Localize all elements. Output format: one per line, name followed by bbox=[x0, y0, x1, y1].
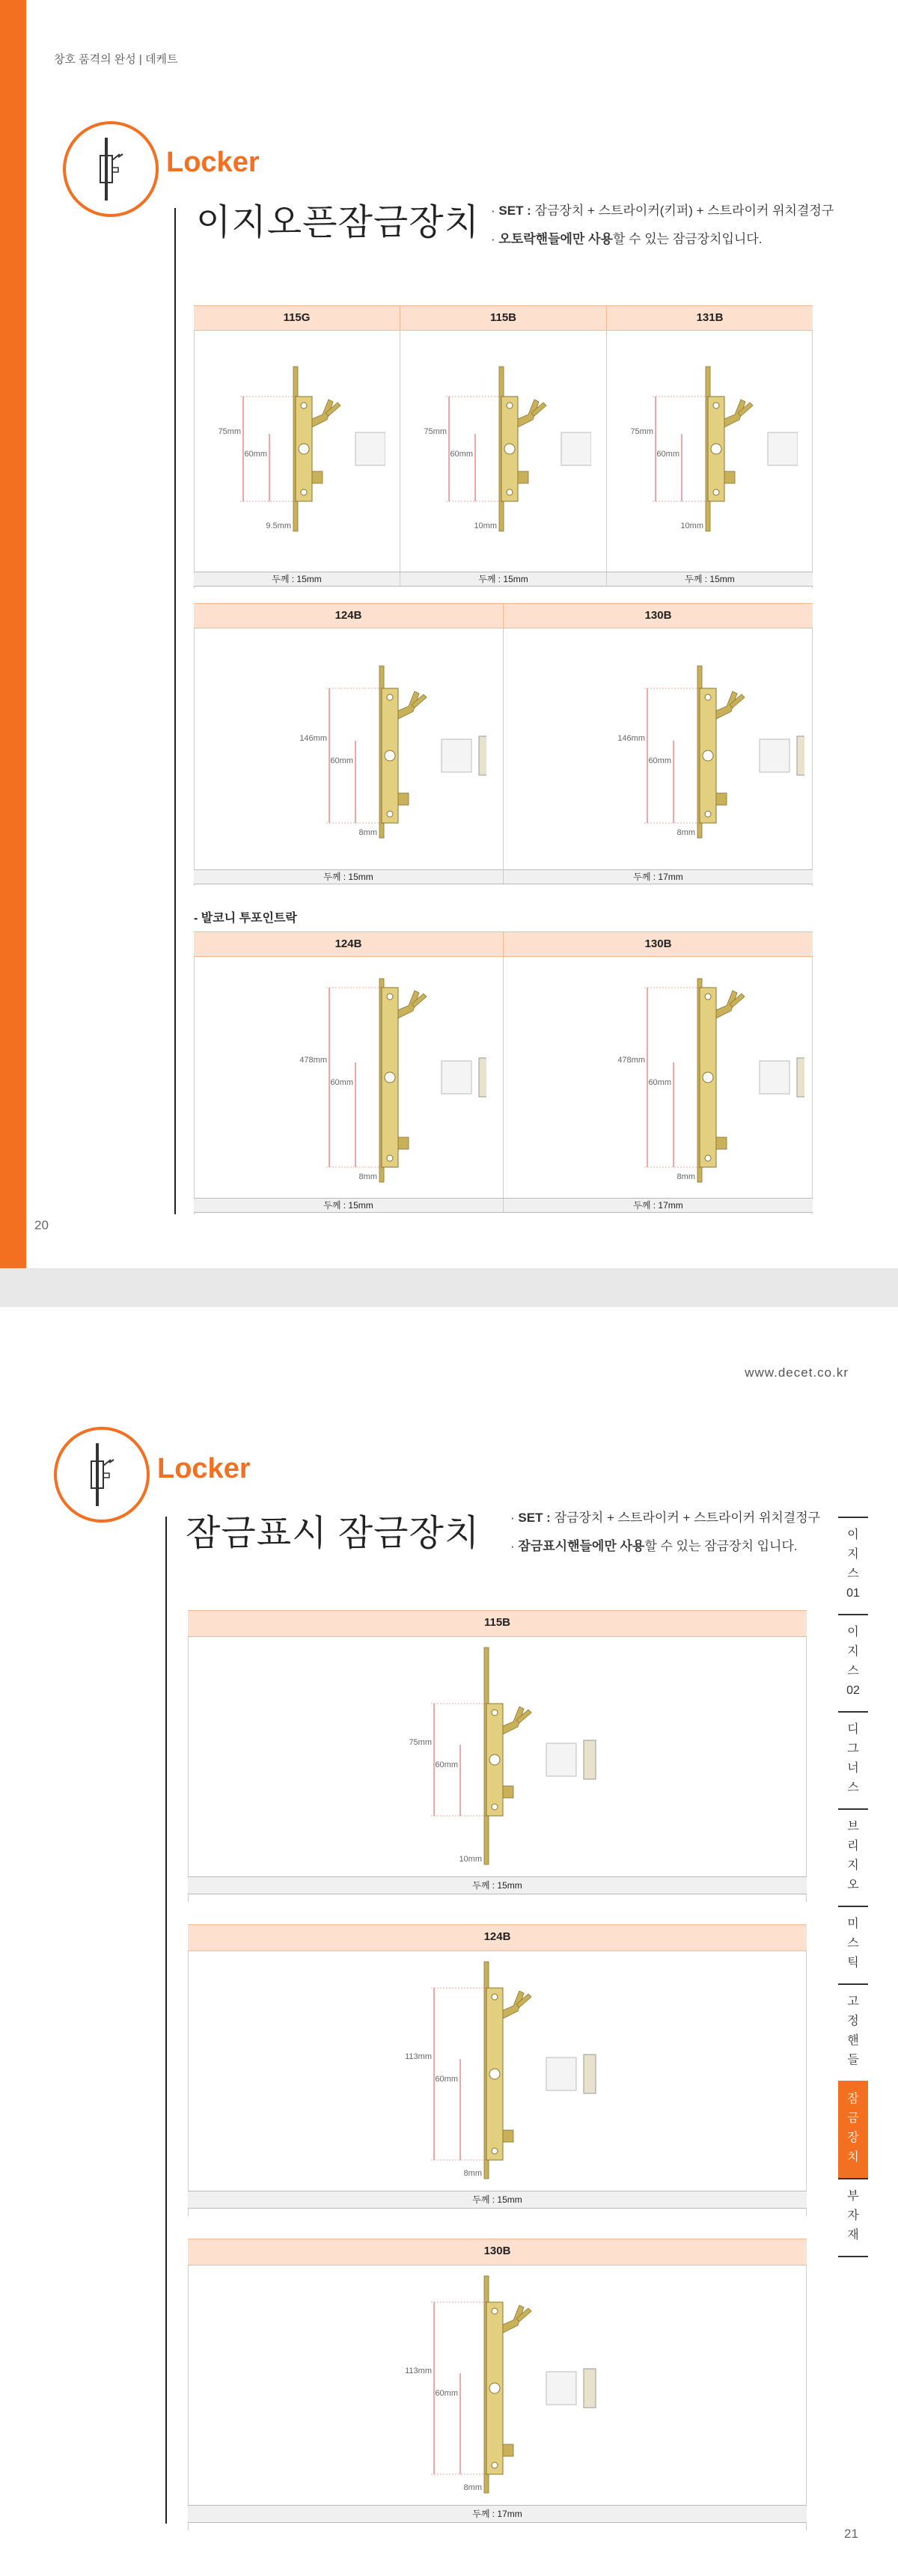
locker-logo-icon bbox=[54, 1427, 150, 1523]
dim-c-label: 8mm bbox=[358, 828, 377, 837]
sidenav-item[interactable]: 이 지 스 02 bbox=[838, 1614, 868, 1711]
dim-b-label: 60mm bbox=[648, 756, 671, 765]
row2-footer bbox=[194, 869, 813, 884]
website-url: www.decet.co.kr bbox=[745, 1365, 849, 1380]
dim-c-label: 8mm bbox=[676, 828, 695, 837]
lock-drawing bbox=[359, 1644, 644, 1868]
sidenav-item[interactable]: 미 스 틱 bbox=[838, 1906, 868, 1983]
thickness-label: 두께 : 15mm bbox=[194, 1199, 504, 1212]
sidenav-item[interactable]: 부 자 재 bbox=[838, 2178, 868, 2256]
bullet-usage: · 잠금표시핸들에만 사용할 수 있는 잠금장치 입니다. bbox=[510, 1539, 798, 1553]
sidenav-item[interactable]: 고 정 핸 들 bbox=[838, 1983, 868, 2081]
dim-a-label: 113mm bbox=[405, 2052, 432, 2061]
page-title: 이지오픈잠금장치 bbox=[196, 203, 480, 242]
lock-115g-diagram bbox=[206, 352, 385, 550]
bullet-usage: · 오토락핸들에만 사용할 수 있는 잠금장치입니다. bbox=[491, 232, 763, 246]
dim-b-label: 60mm bbox=[656, 450, 679, 459]
lock-drawing bbox=[412, 352, 591, 546]
balcony-footer bbox=[194, 1198, 813, 1213]
dim-c-label: 8mm bbox=[463, 2483, 482, 2492]
thickness-label: 두께 : 15mm bbox=[194, 572, 400, 586]
col-header: 115B bbox=[400, 306, 607, 330]
vertical-rule bbox=[165, 1517, 167, 2524]
lock-115b-diagram bbox=[359, 1644, 644, 1872]
dim-b-label: 60mm bbox=[330, 756, 353, 765]
thickness-label: 두께 : 15mm bbox=[685, 574, 735, 584]
bullet-set: · SET : 잠금장치 + 스트라이커(키퍼) + 스트라이커 위치결정구 bbox=[491, 204, 834, 218]
section-footer: 두께 : 17mm bbox=[188, 2505, 807, 2523]
lock-130b-diagram bbox=[359, 2272, 644, 2500]
dim-b-label: 60mm bbox=[330, 1078, 353, 1087]
lock-124b-diagram bbox=[359, 1958, 644, 2186]
side-navigation bbox=[838, 1517, 868, 2257]
dim-a-label: 75mm bbox=[409, 1738, 432, 1747]
sidenav-item[interactable]: 이 지 스 01 bbox=[838, 1517, 868, 1614]
col-header: 131B bbox=[696, 311, 724, 324]
dim-a-label: 75mm bbox=[218, 427, 241, 436]
lock-drawing bbox=[580, 658, 804, 853]
col-header: 130B bbox=[644, 609, 672, 622]
lock-drawing bbox=[580, 973, 804, 1190]
col-header: 124B bbox=[194, 932, 504, 956]
lock-115b-diagram bbox=[412, 352, 591, 550]
dim-c-label: 10mm bbox=[474, 521, 497, 530]
dim-c-label: 8mm bbox=[463, 2169, 482, 2178]
page-20 bbox=[0, 0, 898, 1268]
col-header: 130B bbox=[644, 937, 672, 950]
dim-c-label: 10mm bbox=[459, 1855, 482, 1864]
sidenav-item[interactable]: 브 리 지 오 bbox=[838, 1808, 868, 1906]
sidenav-item[interactable]: 잠 금 장 치 bbox=[838, 2081, 868, 2178]
page-number: 20 bbox=[34, 1218, 49, 1232]
page-21 bbox=[0, 1307, 898, 2576]
tagline: 창호 품격의 완성 | 데케트 bbox=[54, 53, 178, 66]
dim-c-label: 9.5mm bbox=[266, 521, 291, 530]
dim-c-label: 8mm bbox=[676, 1172, 695, 1181]
lock-drawing bbox=[359, 2272, 644, 2497]
section-header: 115B bbox=[188, 1610, 807, 1637]
dim-c-label: 10mm bbox=[680, 521, 703, 530]
section-header: 130B bbox=[188, 2239, 807, 2266]
lock-drawing bbox=[262, 658, 486, 853]
dim-a-label: 113mm bbox=[405, 2367, 432, 2375]
lock-balcony-130b-diagram bbox=[580, 973, 804, 1193]
dim-a-label: 478mm bbox=[299, 1056, 327, 1065]
brand-label: Locker bbox=[166, 147, 260, 178]
dim-b-label: 60mm bbox=[648, 1078, 671, 1087]
dim-a-label: 146mm bbox=[617, 734, 645, 743]
lock-drawing bbox=[359, 1958, 644, 2182]
balcony-header bbox=[194, 931, 813, 957]
row1-footer bbox=[194, 572, 813, 587]
dim-b-label: 60mm bbox=[435, 1760, 458, 1769]
section-footer: 두께 : 15mm bbox=[188, 1876, 807, 1894]
dim-b-label: 60mm bbox=[244, 450, 267, 459]
dim-a-label: 75mm bbox=[424, 427, 447, 436]
page-title: 잠금표시 잠금장치 bbox=[186, 1514, 480, 1553]
dim-a-label: 75mm bbox=[630, 427, 653, 436]
thickness-label: 두께 : 15mm bbox=[194, 870, 504, 884]
row1-header bbox=[194, 305, 813, 331]
thickness-label: 두께 : 17mm bbox=[633, 1200, 683, 1211]
lock-drawing bbox=[206, 352, 385, 546]
brand-label: Locker bbox=[157, 1453, 251, 1484]
balcony-subhead: - 발코니 투포인트락 bbox=[194, 912, 297, 925]
lock-130b-diagram bbox=[580, 658, 804, 857]
col-header: 115G bbox=[194, 306, 400, 330]
thickness-label: 두께 : 15mm bbox=[400, 572, 607, 586]
lock-drawing bbox=[262, 973, 486, 1190]
section-header: 124B bbox=[188, 1924, 807, 1951]
dim-a-label: 146mm bbox=[299, 734, 327, 743]
dim-a-label: 478mm bbox=[617, 1056, 645, 1065]
lock-drawing bbox=[618, 352, 798, 546]
row2-header bbox=[194, 603, 813, 628]
lock-131b-diagram bbox=[618, 352, 798, 550]
section-footer: 두께 : 15mm bbox=[188, 2191, 807, 2209]
thickness-label: 두께 : 17mm bbox=[633, 872, 683, 882]
bullet-set: · SET : 잠금장치 + 스트라이커 + 스트라이커 위치결정구 bbox=[510, 1511, 821, 1525]
dim-b-label: 60mm bbox=[450, 450, 473, 459]
dim-c-label: 8mm bbox=[358, 1172, 377, 1181]
vertical-rule bbox=[174, 208, 176, 1214]
col-header: 124B bbox=[194, 604, 504, 628]
locker-logo-icon bbox=[63, 121, 159, 217]
lock-124b-diagram bbox=[262, 658, 486, 857]
accent-bar bbox=[0, 0, 26, 1268]
dim-b-label: 60mm bbox=[435, 2075, 458, 2084]
sidenav-item[interactable]: 디 그 너 스 bbox=[838, 1711, 868, 1808]
lock-balcony-124b-diagram bbox=[262, 973, 486, 1193]
page-number: 21 bbox=[844, 2527, 858, 2541]
dim-b-label: 60mm bbox=[435, 2389, 458, 2398]
